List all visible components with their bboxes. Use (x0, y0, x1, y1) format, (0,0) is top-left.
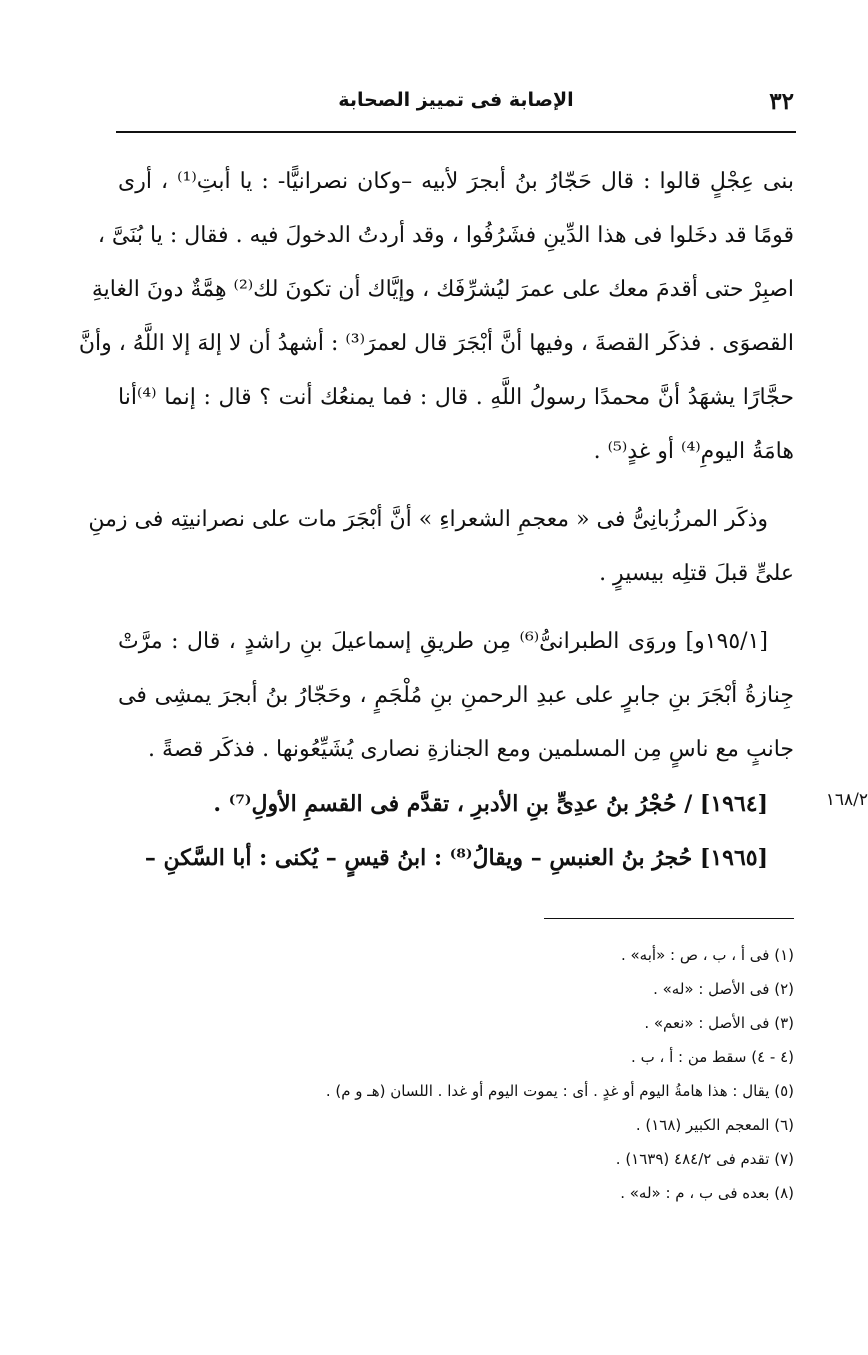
footnote: (٤ - ٤) سقط من : أ ، ب . (631, 1048, 794, 1066)
text-line: علىٍّ قبلَ قتلِه بيسيرٍ . (599, 561, 794, 586)
entry-1965: [١٩٦٥] حُجرُ بنُ العنبسِ – ويقالُ⁽⁸⁾ : ابنُ قيسٍ – يُكنى : أبا السَّكنِ – (144, 845, 768, 871)
footnote: (٧) تقدم فى ٤٨٤/٢ (١٦٣٩) . (615, 1150, 794, 1168)
margin-reference: ١٦٨/٢ (825, 790, 868, 810)
running-title: الإصابة فى تمييز الصحابة (338, 89, 574, 111)
page-number: ٣٢ (769, 88, 794, 115)
footnote: (٢) فى الأصل : «له» . (653, 980, 794, 998)
text-line: حجَّارًا يشهَدُ أنَّ محمدًا رسولُ اللَّهِ . قال : فما يمنعُك أنت ؟ قال : إنما ⁽⁴⁾أنا (118, 385, 794, 410)
text-line: جِنازةُ أبْجَرَ بنِ جابرٍ على عبدِ الرحمنِ بنِ مُلْجَمٍ ، وحَجّارُ بنُ أبجرَ يمشِى فى (118, 683, 794, 708)
text-line: [١٩٥/١و] وروَى الطبرانىُّ⁽⁶⁾ مِن طريقِ إسماعيلَ بنِ راشدٍ ، قال : مرَّتْ (118, 629, 768, 654)
footnote: (٣) فى الأصل : «نعم» . (644, 1014, 794, 1032)
entry-1964: [١٩٦٤] / حُجْرُ بنُ عدِىٍّ بنِ الأدبرِ ، تقدَّم فى القسمِ الأولِ⁽⁷⁾ . (213, 791, 768, 817)
footnote: (١) فى أ ، ب ، ص : «أبه» . (620, 946, 794, 964)
header-rule (116, 131, 796, 133)
footnotes (118, 938, 794, 1210)
paragraph-gap (118, 479, 794, 493)
text-line: القصوَى . فذكَر القصةَ ، وفيها أنَّ أبْجَرَ قال لعمرَ⁽³⁾ : أشهدُ أن لا إلهَ إلا اللَّهُ ، وأنَّ (78, 331, 794, 356)
text-line: هامَةُ اليومِ⁽⁴⁾ أو غدٍ⁽⁵⁾ . (593, 439, 794, 464)
main-text (78, 155, 794, 885)
page-header (118, 88, 794, 124)
paragraph-gap (118, 601, 794, 615)
footnote: (٥) يقال : هذا هامةُ اليوم أو غدٍ . أى : يموت اليوم أو غدا . اللسان (هـ و م) . (325, 1082, 794, 1100)
text-line: جانبٍ مع ناسٍ مِن المسلمين ومع الجنازةِ نصارى يُشَيِّعُونها . فذكَر قصةً . (148, 737, 794, 762)
text-line: بنى عِجْلٍ قالوا : قال حَجّارُ بنُ أبجرَ لأبيه –وكان نصرانيًّا- : يا أبتِ⁽¹⁾ ، أرى (118, 169, 794, 194)
text-line: وذكَر المرزُبانِىُّ فى « معجمِ الشعراءِ » أنَّ أبْجَرَ مات على نصرانيتِه فى زمنِ (88, 507, 768, 532)
footnote-rule (544, 918, 794, 919)
footnote: (٦) المعجم الكبير (١٦٨) . (635, 1116, 794, 1134)
text-line: قومًا قد دخَلوا فى هذا الدِّينِ فشَرُفُوا ، وقد أردتُ الدخولَ فيه . فقال : يا بُنَىَّ ، (97, 223, 794, 248)
text-line: اصبِرْ حتى أقدمَ معك على عمرَ ليُشرِّفَك ، وإيَّاك أن تكونَ لك⁽²⁾ هِمَّةٌ دونَ الغايةِ (91, 277, 794, 302)
footnote: (٨) بعده فى ب ، م : «له» . (620, 1184, 794, 1202)
